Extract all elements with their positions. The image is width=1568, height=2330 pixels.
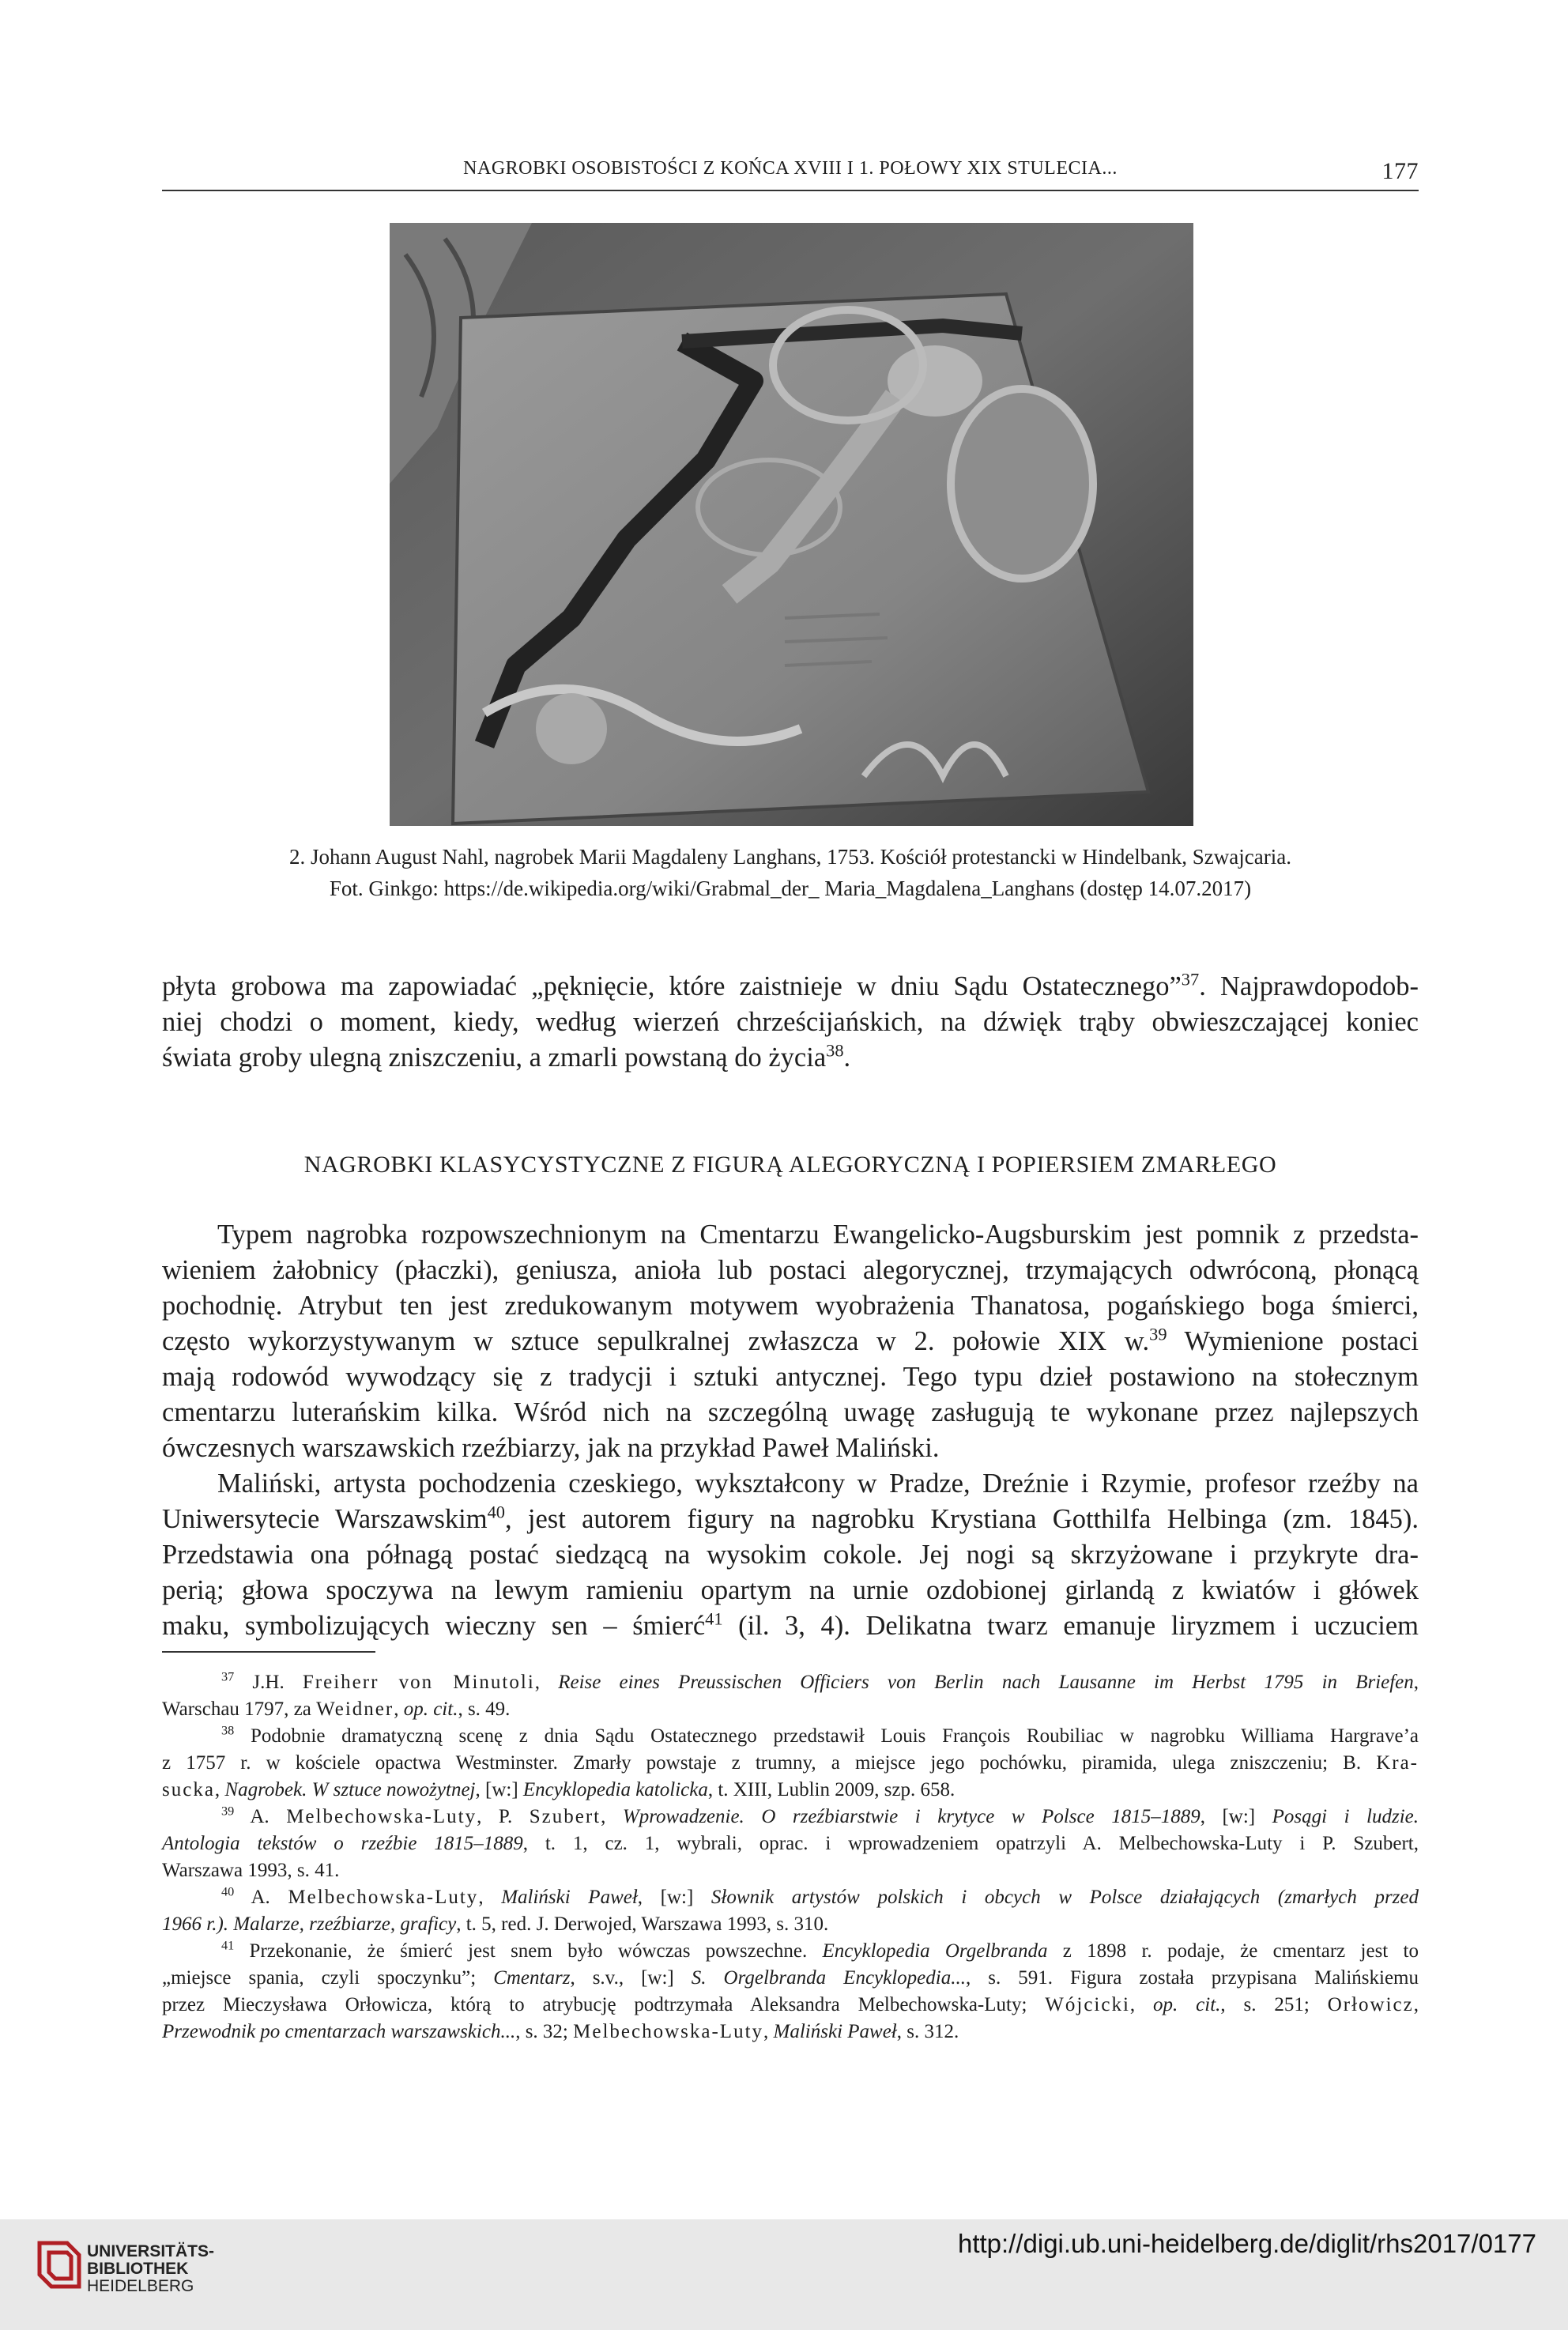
text-run: z 1898 r. podaje, że cmentarz jest to — [1047, 1940, 1419, 1962]
text-line: perią; głowa spoczywa na lewym ramieniu opartym na urnie ozdobionej girlandą z kwiatów i główek — [162, 1575, 1419, 1605]
text-line — [162, 969, 1419, 1005]
paragraph-2 — [162, 1217, 1419, 1466]
text-line: mają rodowód wywodzący się z tradycji i sztuki antycznej. Tego typu dzieł postawiono na stołecznym — [162, 1362, 1419, 1392]
footnote-41-line — [162, 1965, 1419, 1992]
work-title: Wprowadzenie. O rzeźbiarstwie i krytyce w Polsce 1815–1889 — [622, 1806, 1200, 1827]
book-title: Antologia tekstów o rzeźbie 1815–1889 — [162, 1833, 523, 1854]
page-number: 177 — [1381, 158, 1419, 184]
author-name: Freiherr von Minutoli — [302, 1672, 535, 1693]
figure-caption — [162, 841, 1419, 904]
text-run: , s. 312. — [896, 2021, 959, 2042]
work-title: Maliński Paweł — [501, 1887, 638, 1908]
text-run: J.H. — [234, 1672, 303, 1693]
footnote-37-line — [162, 1669, 1419, 1696]
text-line: Maliński, artysta pochodzenia czeskiego, wykształcony w Pradze, Dreźnie i Rzymie, profesor rzeźby na — [217, 1469, 1419, 1499]
text-run: , — [1129, 1994, 1154, 2015]
author-name: Melbechowska-Luty — [573, 2021, 764, 2042]
logo-line-1: UNIVERSITÄTS- — [87, 2242, 215, 2260]
author-name: Kra- — [1376, 1752, 1419, 1774]
author-name: Szubert — [529, 1806, 601, 1827]
library-name — [87, 2243, 214, 2295]
text-line: cmentarzu luterańskim kilka. Wśród nich na szczególną uwagę zasługują te wykonane przez najlepszych — [162, 1397, 1419, 1427]
logo-mark-inner — [49, 2253, 71, 2279]
footnote-40-line — [162, 1884, 1419, 1911]
text-run: przez Mieczysława Orłowicza, którą to atrybucję podtrzymała Aleksandra Melbechowska-Luty; — [162, 1994, 1046, 2015]
text-run: . — [843, 1042, 851, 1073]
footnote-number: 37 — [221, 1669, 235, 1684]
book-title: Słownik artystów polskich i obcych w Polsce działających (zmarłych przed — [710, 1887, 1419, 1908]
footnote-number: 39 — [221, 1804, 235, 1819]
text-run: „miejsce spania, czyli spoczynku”; — [162, 1967, 494, 1989]
footnote-39-line — [162, 1830, 1419, 1857]
text-run: , — [1413, 1672, 1419, 1693]
footnote-number: 38 — [221, 1723, 235, 1738]
book-title: S. Orgelbranda Encyklopedia... — [691, 1967, 966, 1989]
text-run: , s. 32; — [515, 2021, 574, 2042]
footnote-number: 41 — [221, 1938, 235, 1953]
text-run: maku, symbolizujących wieczny sen – śmierć — [162, 1611, 706, 1641]
entry-title: Cmentarz — [493, 1967, 571, 1989]
footnote-ref-37: 37 — [1181, 969, 1200, 990]
author-name: sucka — [162, 1779, 215, 1800]
book-title: Encyklopedia katolicka — [522, 1779, 708, 1800]
section-heading: NAGROBKI KLASYCYSTYCZNE Z FIGURĄ ALEGORYCZNĄ I POPIERSIEM ZMARŁEGO — [303, 1152, 1277, 1178]
text-run: A. — [234, 1887, 288, 1908]
author-name: Melbechowska-Luty — [286, 1806, 477, 1827]
text-run: , — [763, 2021, 774, 2042]
footnote-ref-39: 39 — [1149, 1324, 1167, 1344]
book-title: Encyklopedia Orgelbranda — [822, 1940, 1048, 1962]
text-run: Podobnie dramatyczną scenę z dnia Sądu Ostatecznego przedstawił Louis François Roubiliac w nagrobku Williama Hargrave’a — [234, 1725, 1419, 1747]
text-run: Wymienione postaci — [1167, 1326, 1419, 1356]
text-run: z 1757 r. w kościele opactwa Westminster. Zmarły powstaje z trumny, a miejsce jego pochówku, piramida, ulega zniszczeniu; B. — [162, 1752, 1377, 1774]
footnote-38-line — [162, 1750, 1419, 1777]
text-run: , t. XIII, Lublin 2009, szp. 658. — [707, 1779, 956, 1800]
work-title: Nagrobek. W sztuce nowożytnej — [224, 1779, 476, 1800]
work-title: Maliński Paweł — [773, 2021, 897, 2042]
footnote-41-line — [162, 1992, 1419, 2019]
text-line: Przedstawia ona półnagą postać siedzącą na wysokim cokole. Jej nogi są skrzyżowane i przykryte dra- — [162, 1540, 1419, 1570]
footnote-ref-38: 38 — [826, 1040, 844, 1061]
text-run: , [w:] — [637, 1887, 711, 1908]
text-line — [162, 1324, 1419, 1359]
text-line: wieniem żałobnicy (płaczki), geniusza, anioła lub postaci alegorycznej, trzymających odwróconą, płonącą — [162, 1255, 1419, 1285]
text-run: , t. 1, cz. 1, wybrali, oprac. i wprowadzeniem opatrzyli A. Melbechowska-Luty i P. Szubert, — [522, 1833, 1419, 1854]
footnote-ref-40: 40 — [487, 1502, 505, 1522]
book-title: Posągi i ludzie. — [1272, 1806, 1419, 1827]
author-name: Wójcicki — [1045, 1994, 1130, 2015]
text-line: pochodnię. Atrybut ten jest zredukowanym motywem wyobrażenia Thanatosa, pogańskiego boga śmierci, — [162, 1291, 1419, 1321]
text-run: , — [214, 1779, 225, 1800]
text-line: ówczesnych warszawskich rzeźbiarzy, jak na przykład Paweł Maliński. — [162, 1433, 940, 1463]
author-name: Melbechowska-Luty — [288, 1887, 479, 1908]
footnote-38-line — [162, 1723, 1419, 1750]
tombstone-illustration — [390, 223, 1193, 826]
text-run: , s. 591. Figura została przypisana Malińskiemu — [965, 1967, 1419, 1989]
text-run: , — [534, 1672, 559, 1693]
text-run: , — [478, 1887, 502, 1908]
citation: op. cit. — [1153, 1994, 1221, 2015]
footnotes — [162, 1669, 1419, 2045]
text-run: , s.v., [w:] — [570, 1967, 692, 1989]
tombstone-photograph — [390, 223, 1193, 826]
text-run: Przekonanie, że śmierć jest snem było wówczas powszechne. — [234, 1940, 823, 1962]
citation: op. cit. — [403, 1698, 458, 1720]
book-title: 1966 r.). Malarze, rzeźbiarze, graficy — [162, 1913, 457, 1935]
text-run: , [w:] — [1200, 1806, 1272, 1827]
work-title: Reise eines Preussischen Officiers von Berlin nach Lausanne im Herbst 1795 in Briefen — [558, 1672, 1414, 1693]
text-run: , [w:] — [475, 1779, 523, 1800]
text-run: Warschau 1797, za — [162, 1698, 317, 1720]
text-run: płyta grobowa ma zapowiadać „pęknięcie, które zaistnieje w dniu Sądu Ostatecznego” — [162, 971, 1182, 1001]
text-run: , — [1413, 1994, 1419, 2015]
text-run: , s. 251; — [1220, 1994, 1328, 2015]
text-run: , jest autorem figury na nagrobku Krystiana Gotthilfa Helbinga (zm. 1845). — [504, 1504, 1419, 1534]
text-line: niej chodzi o moment, kiedy, według wierzeń chrześcijańskich, na dźwięk trąby obwieszczającej koniec — [162, 1007, 1419, 1037]
footnote-40-line — [162, 1911, 1419, 1938]
footnote-number: 40 — [221, 1884, 235, 1899]
text-line — [162, 1502, 1419, 1537]
paragraph-3 — [162, 1466, 1419, 1644]
text-run: . Najprawdopodob- — [1199, 971, 1419, 1001]
author-name: Weidner — [316, 1698, 394, 1720]
source-url-link[interactable]: http://digi.ub.uni-heidelberg.de/diglit/rhs2017/0177 — [957, 2229, 1536, 2258]
text-line — [162, 1040, 1419, 1076]
footnote-rule — [162, 1651, 375, 1653]
text-run: , P. — [477, 1806, 530, 1827]
caption-line-1: 2. Johann August Nahl, nagrobek Marii Magdaleny Langhans, 1753. Kościół protestancki w Hindelbank, Szwajcaria. — [289, 845, 1291, 869]
text-line — [162, 1608, 1419, 1644]
text-run: A. — [234, 1806, 287, 1827]
footnote-41-line — [162, 1938, 1419, 1965]
text-run: świata groby ulegną zniszczeniu, a zmarli powstaną do życia — [162, 1042, 827, 1073]
footnote-38-line — [162, 1777, 1419, 1804]
text-run: , — [601, 1806, 623, 1827]
footnote-39-line — [162, 1804, 1419, 1830]
paragraph-1 — [162, 969, 1419, 1076]
author-name: Orłowicz — [1327, 1994, 1414, 2015]
footnote-37-line — [162, 1696, 1419, 1723]
caption-line-2: Fot. Ginkgo: https://de.wikipedia.org/wiki/Grabmal_der_ Maria_Magdalena_Langhans (dostęp 14.07.2017) — [329, 877, 1252, 900]
logo-line-3: HEIDELBERG — [87, 2277, 194, 2295]
running-title: NAGROBKI OSOBISTOŚCI Z KOŃCA XVIII I 1. POŁOWY XIX STULECIA... — [463, 158, 1118, 179]
footnote-41-line — [162, 2019, 1419, 2045]
header-rule — [162, 190, 1419, 191]
text-run: Uniwersytecie Warszawskim — [162, 1504, 488, 1534]
text-run: , t. 5, red. J. Derwojed, Warszawa 1993, s. 310. — [456, 1913, 829, 1935]
footnote-ref-41: 41 — [705, 1608, 723, 1629]
text-run: często wykorzystywanym w sztuce sepulkralnej zwłaszcza w 2. połowie XIX w. — [162, 1326, 1150, 1356]
text-run: (il. 3, 4). Delikatna twarz emanuje liryzmem i uczuciem — [722, 1611, 1419, 1641]
logo-line-2: BIBLIOTHEK — [87, 2260, 189, 2278]
text-run: , s. 49. — [458, 1698, 511, 1720]
book-title: Przewodnik po cmentarzach warszawskich... — [162, 2021, 516, 2042]
text-line: Typem nagrobka rozpowszechnionym na Cmentarzu Ewangelicko-Augsburskim jest pomnik z przedsta- — [217, 1220, 1419, 1250]
text-run: , — [394, 1698, 404, 1720]
footnote-39-line: Warszawa 1993, s. 41. — [162, 1860, 340, 1881]
